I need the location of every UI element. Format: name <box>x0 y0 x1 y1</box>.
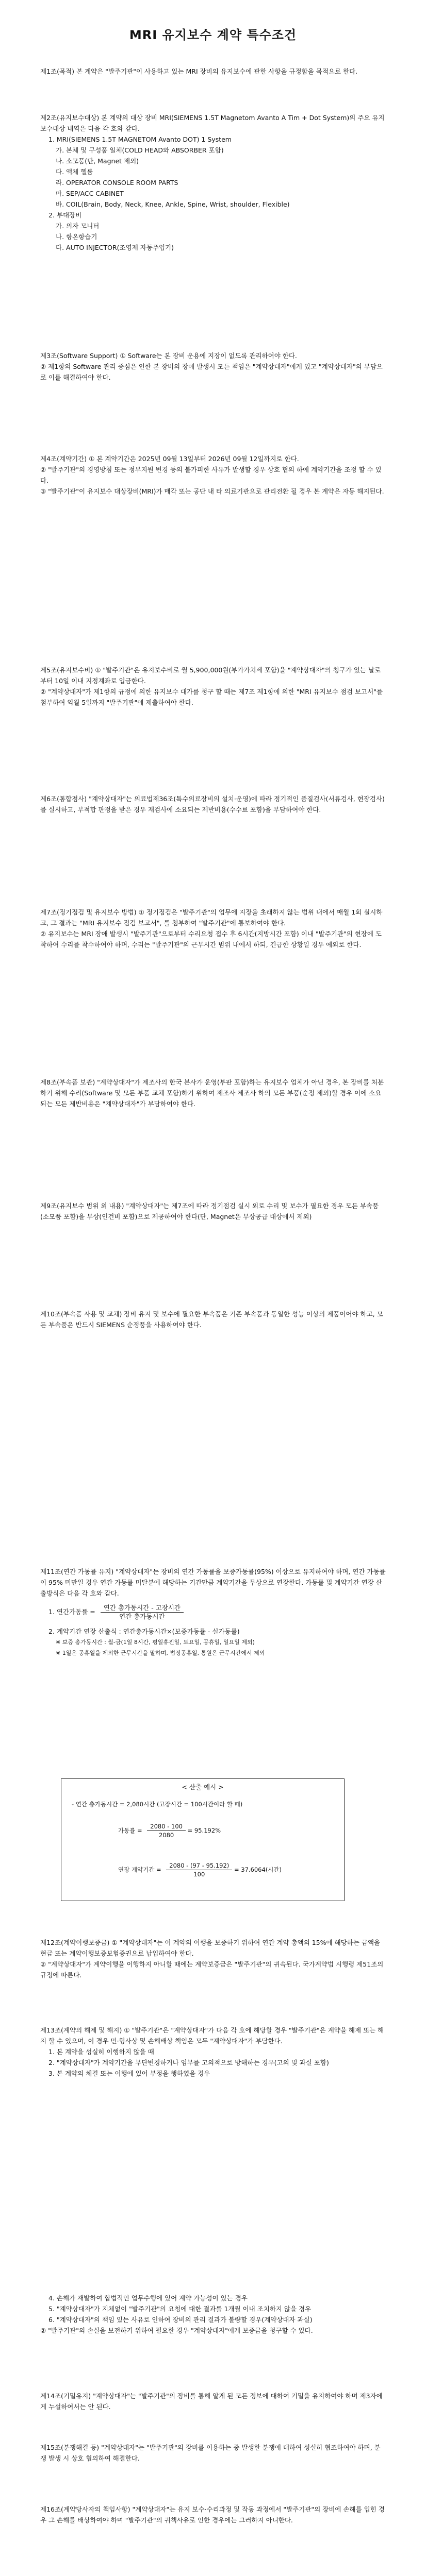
article-3 <box>40 350 386 383</box>
article-8-text: 제8조(부속품 보관) "계약상대자"가 제조사의 한국 본사가 운영(부판 포함)하는 유지보수 업체가 아닌 경우, 본 장비를 처분하기 위해 수리(Software 및 모든 부품 교체 포함)하기 위하여 제조사 제조사 하의 모든 부품(순정 제외)할 경우 이에 소요되는 모든 제반비용은 "계약상대자"가 부담하여야 한다. <box>40 1078 384 1108</box>
article-15 <box>40 2442 386 2464</box>
article-16 <box>40 2504 386 2526</box>
article-5 <box>40 665 386 708</box>
formula-note-2: ※ 1일은 공휴일을 제외한 근무시간을 말하며, 법정공휴일, 통원은 근무시간에서 제외 <box>56 1650 265 1656</box>
article-11-text: 제11조(연간 가동률 유지) "계약상대자"는 장비의 연간 가동률을 보증가동률(95%) 이상으로 유지하여야 하며, 연간 가동률이 95% 미만일 경우 연간 가동률 미달분에 해당하는 기간만큼 계약기간을 무상으로 연장한다. 가동률 및 계약기간 연장 산출방식은 다음 각 호와 같다. <box>40 1568 386 1597</box>
box-line-1: - 연간 총가동시간 = 2,080시간 (고장시간 = 100시간이라 할 때) <box>72 1801 243 1808</box>
article-3-text: 제3조(Software Support) ① Software는 본 장비 운용에 지장이 없도록 관리하여야 한다. <box>40 352 297 360</box>
article-13-text: 제13조(계약의 해제 및 해지) ① "발주기관"은 "계약상대자"가 다음 각 호에 해당할 경우 "발주기관"은 계약을 해제 또는 해지 할 수 있으며, 이 경우 민·형사상 및 손해배상 책임은 모두 "계약상대자"가 부담한다. <box>40 2026 384 2045</box>
article-6-text: 제6조(통합점사) "계약상대자"는 의료법제36조(특수의료장비의 설치·운영)에 따라 정기적인 품질검사(서류검사, 현장검사)를 실시하고, 부적합 판정을 받은 경우 재검사에 소요되는 제반비용(수수료 포함)을 부담하여야 한다. <box>40 795 385 814</box>
box-title: < 산출 예시 > <box>182 1783 224 1791</box>
calculation-example-box <box>61 1778 345 1901</box>
article-13-item: ② "발주기관"의 손실을 보전하기 위하여 필요한 경우 "계약상대자"에게 보증금을 청구할 수 있다. <box>40 2327 313 2334</box>
article-13-item: 5. "계약상대자"가 지체없이 "발주기관"의 요청에 대한 결과를 1개월 이내 조치하지 않을 경우 <box>48 2305 312 2313</box>
article-13-item: 1. 본 계약을 성실히 이행하지 않을 때 <box>48 2048 154 2056</box>
article-12-text-2: ② "계약상대자"가 계약이행을 이행하지 아니할 때에는 계약보증금은 "발주기관"의 귀속된다. 국가계약법 시행령 제51조의 규정에 따른다. <box>40 1960 384 1979</box>
article-4 <box>40 453 386 497</box>
page-title: MRI 유지보수 계약 특수조건 <box>129 28 297 42</box>
article-12 <box>40 1937 386 1980</box>
article-2-head: 제2조(유지보수대상) 본 계약의 대상 장비 MRI(SIEMENS 1.5T Magnetom Avanto A Tim + Dot System)의 주요 유지보수대상 내역은 다음 각 호와 같다. <box>40 114 385 132</box>
article-2-item: 가. 의자 모니터 <box>56 222 100 230</box>
article-7-text: 제7조(정기점검 및 유지보수 방법) ① 정기점검은 "발주기관"의 업무에 지장을 초래하지 않는 범위 내에서 매월 1회 실시하고, 그 결과는 "MRI 유지보수 점검 보고서", 를 첨부하여 "발주기관"에 통보하여야 한다. <box>40 908 383 927</box>
article-2 <box>40 112 386 253</box>
article-13 <box>40 2025 386 2079</box>
article-9 <box>40 1200 386 1222</box>
article-16-text: 제16조(계약당사자의 책임사항) "계약상대자"는 유지 보수·수리과정 및 작동 과정에서 "발주기관"의 장비에 손해를 입힌 경우 그 손해를 배상하여야 하며 "발주기관"의 귀책사유로 인한 경우에는 그러하지 아니한다. <box>40 2505 385 2524</box>
article-1 <box>40 66 386 77</box>
article-14 <box>40 2391 386 2412</box>
article-14-text: 제14조(기밀유지) "계약상대자"는 "발주기관"의 장비를 통해 알게 된 모든 정보에 대하여 기밀을 유지하여야 하며 제3자에게 누설하여서는 안 된다. <box>40 2392 383 2411</box>
box-line-extension: 연장 계약기간 = $\frac{2080 - (97 - 95.192)}{100}$ = 37.6064(시간) <box>118 1862 282 1878</box>
box-line-availability: 가동률 = $\frac{2080 - 100}{2080}$ = 95.192% <box>118 1823 221 1839</box>
formula-availability: 1. 연간가동률 = $\frac{\text{연간 총가동시간 - 고장시간}}{\text{연간 총가동시간}}$ <box>40 1604 386 1621</box>
article-2-item: 바. COIL(Brain, Body, Neck, Knee, Ankle, Spine, Wrist, shoulder, Flexible) <box>56 200 290 208</box>
article-4-text-2: ② "발주기관"의 경영방침 또는 정부지원 변경 등의 불가피한 사유가 발생할 경우 상호 협의 하에 계약기간을 조정 할 수 있다. <box>40 466 382 484</box>
article-13-item: 6. "계약상대자"의 책임 있는 사유로 인하여 장비의 관리 결과가 불량할 경우(계약상대자 과실) <box>48 2316 313 2324</box>
article-2-item: 라. OPERATOR CONSOLE ROOM PARTS <box>56 179 178 187</box>
article-11 <box>40 1566 386 1658</box>
article-4-text-3: ③ "발주기관"이 유지보수 대상장비(MRI)가 매각 또는 공단 내 타 의료기관으로 관리전환 될 경우 본 계약은 자동 해지된다. <box>40 487 384 495</box>
article-7 <box>40 907 386 950</box>
formula-note: ※ 보증 총가동시간 : 월-금(1일 8시간, 평일휴진일, 토요일, 공휴일, 일요일 제외) <box>56 1639 255 1646</box>
article-10 <box>40 1309 386 1330</box>
article-2-item: 마. SEP/ACC CABINET <box>56 190 124 197</box>
article-10-text: 제10조(부속품 사용 및 교체) 장비 유지 및 보수에 필요한 부속품은 기존 부속품과 동일한 성능 이상의 제품이어야 하고, 모든 부속품은 반드시 SIEMENS 순정품을 사용하여야 한다. <box>40 1310 383 1329</box>
article-2-item: 1. MRI(SIEMENS 1.5T MAGNETOM Avanto DOT) 1 System <box>48 135 232 143</box>
article-2-item: 다. AUTO INJECTOR(조영제 자동주입기) <box>56 244 174 251</box>
article-9-text: 제9조(유지보수 범위 외 내용) "계약상대자"는 제7조에 따라 정기점검 실시 외로 수리 및 보수가 필요한 경우 모든 부속품(소모품 포함)을 무상(인건비 포함)으로 제공하여야 한다(단, Magnet은 무상공급 대상에서 제외) <box>40 1202 379 1221</box>
article-4-text: 제4조(계약기간) ① 본 계약기간은 2025년 09월 13일부터 2026년 09월 12일까지로 한다. <box>40 455 299 463</box>
article-3-text-2: ② 제1항의 Software 관리 중심은 인한 본 장비의 장애 발생시 모든 책임은 "계약상대자"에게 있고 "계약상대자"의 부담으로 이를 해결하여야 한다. <box>40 363 383 381</box>
article-5-text: 제5조(유지보수비) ① "발주기관"은 유지보수비로 월 5,900,000원(부가가치세 포함)을 "계약상대자"의 청구가 있는 날로부터 10일 이내 지정계좌로 입금한다. <box>40 666 381 685</box>
article-13-item: 2. "계약상대자"가 계약기간을 무단변경하거나 임무를 고의적으로 방해하는 경우(고의 및 과실 포함) <box>48 2059 329 2066</box>
article-7-text-2: ② 유지보수는 MRI 장애 발생시 "발주기관"으로부터 수리요청 접수 후 6시간(지방시간 포함) 이내 "발주기관"의 현장에 도착하여 수리를 착수하여야 하며, 수리는 "발주기관"의 근무시간 범위 내에서 하되, 긴급한 상황일 경우 예외로 한다. <box>40 930 382 948</box>
article-2-item: 나. 소모품(단, Magnet 제외) <box>56 157 139 165</box>
article-2-item: 나. 항온항습기 <box>56 233 97 241</box>
article-2-item: 가. 본체 및 구성품 일체(COLD HEAD와 ABSORBER 포함) <box>56 146 224 154</box>
article-2-item: 2. 부대장비 <box>48 211 82 219</box>
formula-extension: 2. 계약기간 연장 산출식 : 연간총가동시간×(보증가동률 - 실가동률) <box>48 1628 240 1635</box>
article-13-item: 3. 본 계약의 체결 또는 이행에 있어 부정을 행하였을 경우 <box>48 2070 210 2077</box>
article-5-text-2: ② "계약상대자"가 제1항의 규정에 의한 유지보수 대가를 청구 할 때는 제7조 제1항에 의한 "MRI 유지보수 점검 보고서"를 첨부하여 익월 5일까지 "발주기관"에 제출하여야 한다. <box>40 688 383 706</box>
article-8 <box>40 1077 386 1109</box>
article-13-continued <box>40 2293 386 2336</box>
article-6 <box>40 793 386 815</box>
article-12-text: 제12조(계약이행보증금) ① "계약상대자"는 이 계약의 이행을 보증하기 위하여 연간 계약 총액의 15%에 해당하는 금액을 현금 또는 계약이행보증보험증권으로 납입하여야 한다. <box>40 1939 381 1957</box>
article-13-item: 4. 손해가 재발하여 합법적인 업무수행에 있어 계약 가능성이 있는 경우 <box>48 2294 248 2302</box>
article-15-text: 제15조(분쟁해결 등) "계약상대자"는 "발주기관"의 장비를 이용하는 중 발생한 분쟁에 대하여 성실히 협조하여야 하며, 분쟁 발생 시 상호 협의하여 해결한다. <box>40 2444 381 2462</box>
article-2-item: 다. 액체 헬륨 <box>56 168 93 176</box>
article-1-text: 제1조(목적) 본 계약은 "발주기관"이 사용하고 있는 MRI 장비의 유지보수에 관한 사항을 규정함을 목적으로 한다. <box>40 67 358 75</box>
